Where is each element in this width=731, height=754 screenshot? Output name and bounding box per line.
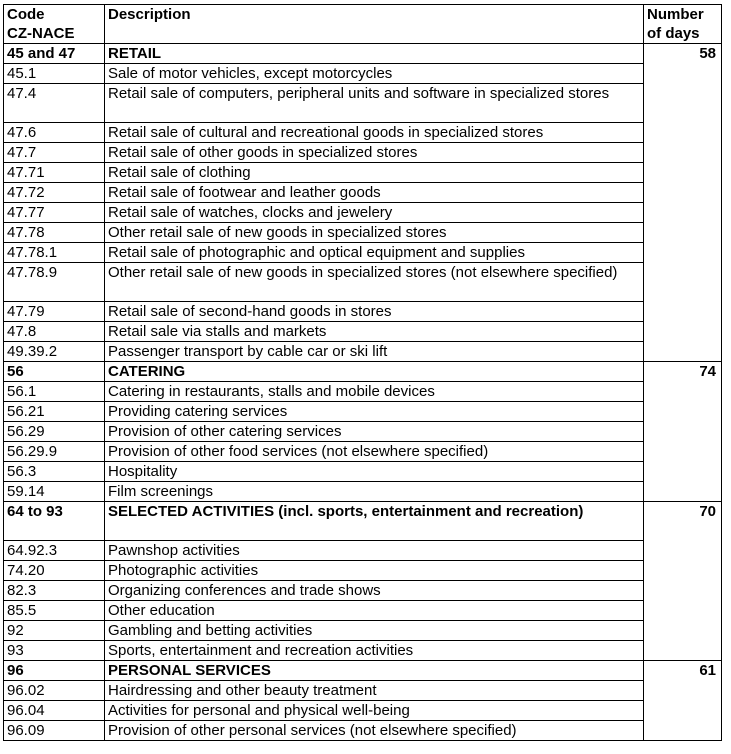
row-code: 74.20 [4,561,105,581]
row-description: Passenger transport by cable car or ski lift [105,342,644,362]
row-description: Gambling and betting activities [105,621,644,641]
table-row [4,621,722,641]
row-code: 59.14 [4,482,105,502]
table-body [4,44,722,741]
row-code: 45.1 [4,64,105,84]
table-row [4,243,722,263]
row-description: Retail sale of cultural and recreational goods in specialized stores [105,123,644,143]
row-code: 47.8 [4,322,105,342]
row-code: 82.3 [4,581,105,601]
table-row [4,442,722,462]
header-row [4,5,722,44]
table-row [4,223,722,243]
section-title: RETAIL [105,44,644,64]
row-code: 47.79 [4,302,105,322]
section-title: PERSONAL SERVICES [105,661,644,681]
section-row [4,661,722,681]
table-row [4,203,722,223]
row-code: 47.71 [4,163,105,183]
table-row [4,64,722,84]
section-title: CATERING [105,362,644,382]
row-description: Other education [105,601,644,621]
row-code: 47.4 [4,84,105,123]
row-description: Retail sale of clothing [105,163,644,183]
table-row [4,84,722,123]
table-row [4,701,722,721]
row-code: 85.5 [4,601,105,621]
table-row [4,183,722,203]
nace-days-table [3,4,722,741]
row-code: 56.1 [4,382,105,402]
row-description: Retail sale of second-hand goods in stores [105,302,644,322]
row-description: Hospitality [105,462,644,482]
header-description: Description [105,5,644,44]
table-row [4,322,722,342]
table-row [4,263,722,302]
row-code: 47.78.1 [4,243,105,263]
days-value: 61 [644,661,722,741]
row-description: Film screenings [105,482,644,502]
row-description: Retail sale via stalls and markets [105,322,644,342]
row-description: Hairdressing and other beauty treatment [105,681,644,701]
table-row [4,163,722,183]
row-description: Retail sale of other goods in specialized stores [105,143,644,163]
row-code: 92 [4,621,105,641]
section-code: 96 [4,661,105,681]
table-row [4,143,722,163]
row-description: Photographic activities [105,561,644,581]
row-description: Activities for personal and physical well-being [105,701,644,721]
row-description: Pawnshop activities [105,541,644,561]
row-description: Providing catering services [105,402,644,422]
table-row [4,581,722,601]
row-code: 64.92.3 [4,541,105,561]
table-row [4,422,722,442]
header-days-line1: Number [647,6,704,23]
section-code: 56 [4,362,105,382]
row-description: Organizing conferences and trade shows [105,581,644,601]
row-description: Provision of other catering services [105,422,644,442]
section-code: 45 and 47 [4,44,105,64]
table-row [4,462,722,482]
row-code: 56.3 [4,462,105,482]
row-code: 96.09 [4,721,105,741]
table-row [4,402,722,422]
table-row [4,561,722,581]
days-value: 74 [644,362,722,502]
row-code: 56.29.9 [4,442,105,462]
row-code: 93 [4,641,105,661]
row-description: Retail sale of footwear and leather goods [105,183,644,203]
days-value: 70 [644,502,722,661]
row-code: 96.04 [4,701,105,721]
row-description: Sports, entertainment and recreation activities [105,641,644,661]
row-description: Sale of motor vehicles, except motorcycles [105,64,644,84]
row-code: 47.78 [4,223,105,243]
row-code: 56.21 [4,402,105,422]
row-description: Retail sale of watches, clocks and jewelery [105,203,644,223]
table-row [4,601,722,621]
section-row [4,362,722,382]
row-description: Retail sale of computers, peripheral units and software in specialized stores [105,84,644,123]
header-days-line2: of days [647,25,700,42]
row-description: Provision of other personal services (not elsewhere specified) [105,721,644,741]
row-code: 47.7 [4,143,105,163]
table-row [4,482,722,502]
table-row [4,721,722,741]
row-code: 47.78.9 [4,263,105,302]
row-description: Provision of other food services (not elsewhere specified) [105,442,644,462]
row-code: 56.29 [4,422,105,442]
table-row [4,641,722,661]
row-code: 47.6 [4,123,105,143]
row-code: 96.02 [4,681,105,701]
table-row [4,681,722,701]
row-description: Other retail sale of new goods in specialized stores (not elsewhere specified) [105,263,644,302]
table-row [4,541,722,561]
section-title: SELECTED ACTIVITIES (incl. sports, entertainment and recreation) [105,502,644,541]
header-code-line1: Code [7,6,45,23]
table-row [4,342,722,362]
header-code-line2: CZ-NACE [7,25,75,42]
row-code: 47.77 [4,203,105,223]
table-row [4,382,722,402]
row-description: Catering in restaurants, stalls and mobile devices [105,382,644,402]
row-code: 49.39.2 [4,342,105,362]
table-row [4,123,722,143]
row-code: 47.72 [4,183,105,203]
row-description: Other retail sale of new goods in specialized stores [105,223,644,243]
days-value: 58 [644,44,722,362]
header-code [4,5,105,44]
header-days [644,5,722,44]
section-row [4,44,722,64]
table-row [4,302,722,322]
section-row [4,502,722,541]
section-code: 64 to 93 [4,502,105,541]
row-description: Retail sale of photographic and optical equipment and supplies [105,243,644,263]
